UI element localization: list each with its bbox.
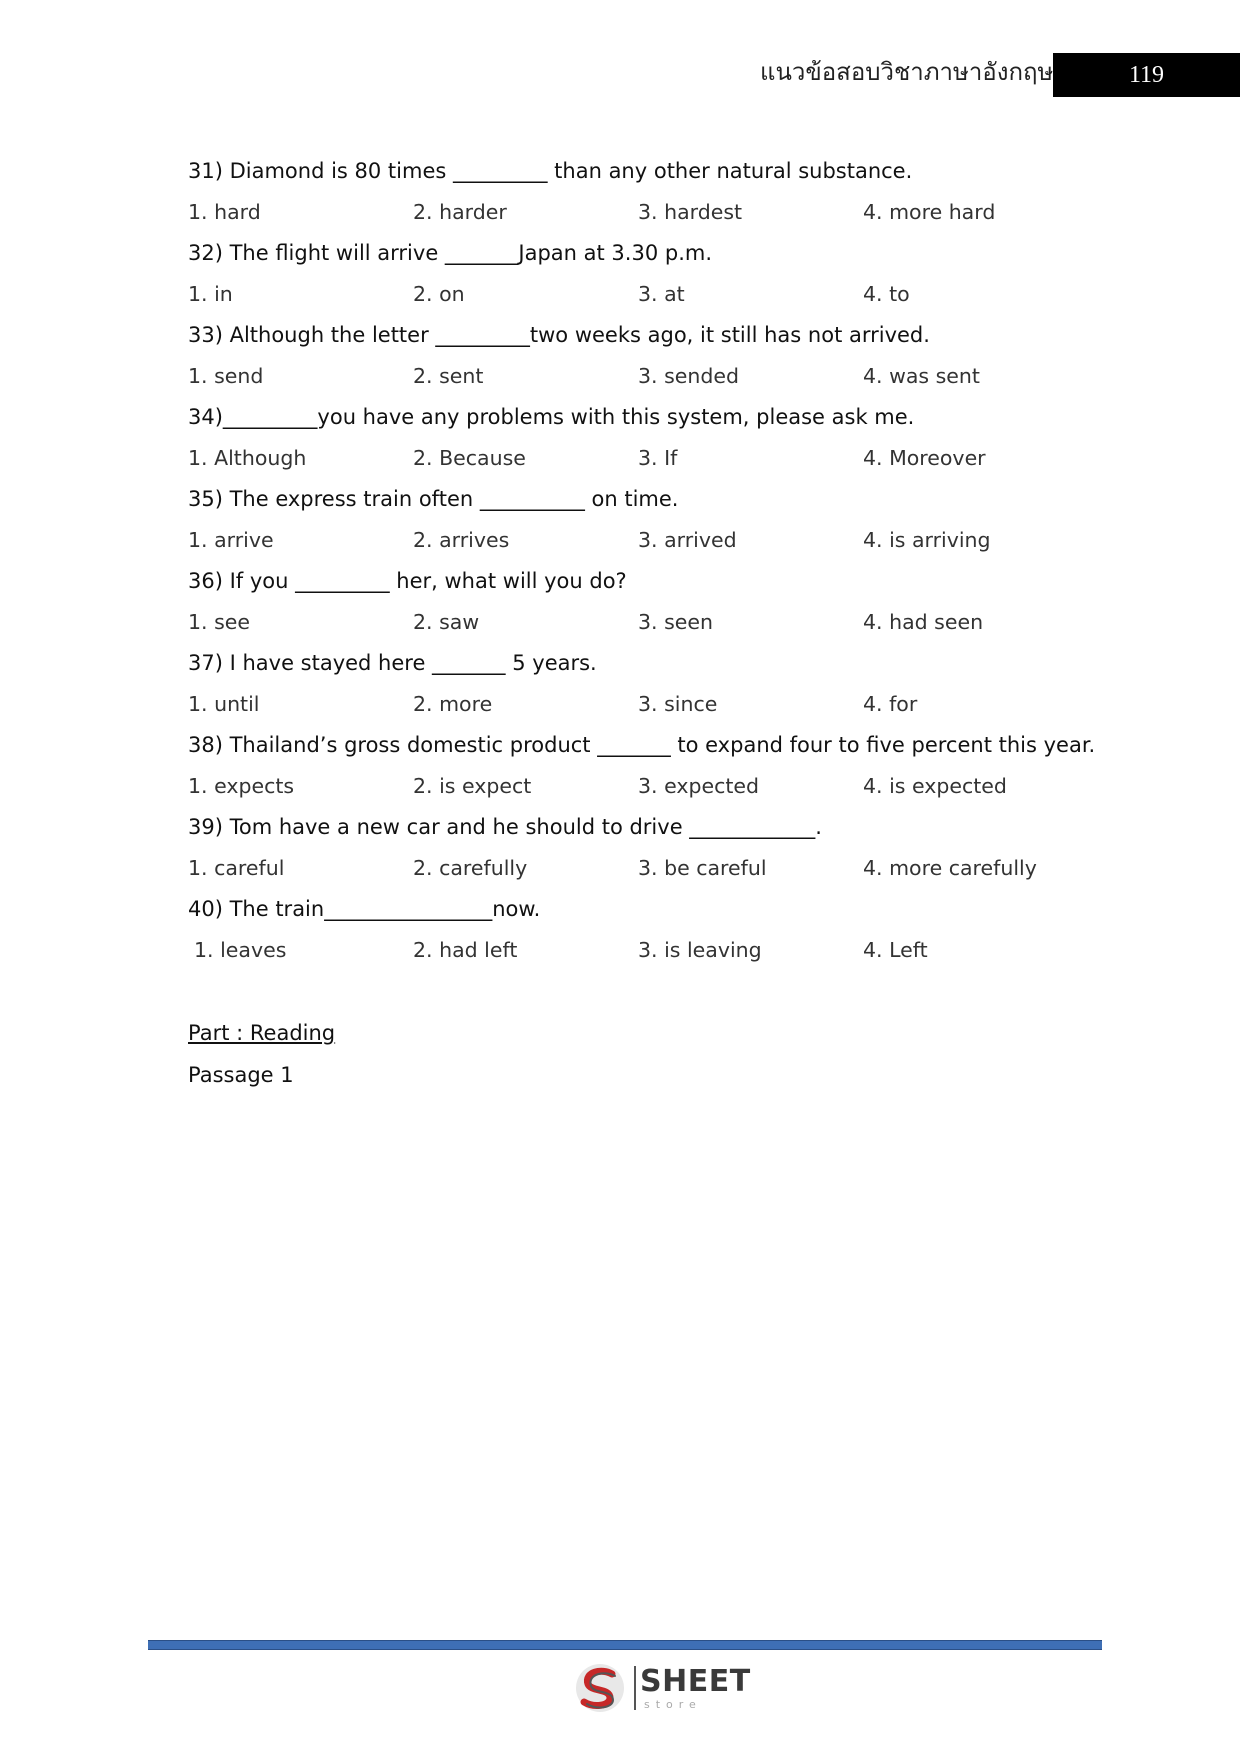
options-row xyxy=(188,930,1088,970)
option: 3. hardest xyxy=(638,200,743,224)
option: 1. expects xyxy=(188,774,295,798)
option: 2. sent xyxy=(413,364,484,388)
question-text: 37) I have stayed here _______ 5 years. xyxy=(188,651,597,675)
option: 2. arrives xyxy=(413,528,510,552)
option: 2. Because xyxy=(413,446,526,470)
question-text: 40) The train________________now. xyxy=(188,897,541,921)
option: 1. careful xyxy=(188,856,285,880)
option: 3. If xyxy=(638,446,678,470)
question-block xyxy=(188,396,1088,478)
option: 3. at xyxy=(638,282,685,306)
exam-content xyxy=(188,150,1096,1096)
option: 2. more xyxy=(413,692,493,716)
options-row xyxy=(188,438,1088,478)
options-row xyxy=(188,274,1088,314)
option: 1. send xyxy=(188,364,264,388)
question-text: 35) The express train often __________ on time. xyxy=(188,487,679,511)
question-text: 31) Diamond is 80 times _________ than any other natural substance. xyxy=(188,159,913,183)
option: 3. expected xyxy=(638,774,760,798)
logo-s-icon xyxy=(572,1660,628,1716)
page-number: 119 xyxy=(1128,61,1165,88)
option: 3. arrived xyxy=(638,528,737,552)
option: 1. until xyxy=(188,692,260,716)
option: 4. for xyxy=(863,692,918,716)
logo-word: SHEET xyxy=(640,1664,751,1699)
question-block xyxy=(188,642,1088,724)
question-text: 38) Thailand’s gross domestic product _______ to expand four to five percent this year. xyxy=(188,733,1096,757)
question-block xyxy=(188,150,1088,232)
option: 1. Although xyxy=(188,446,307,470)
option: 2. is expect xyxy=(413,774,532,798)
option: 4. Moreover xyxy=(863,446,986,470)
option: 1. hard xyxy=(188,200,261,224)
option: 4. Left xyxy=(863,938,928,962)
options-row xyxy=(188,356,1088,396)
passage-title: Passage 1 xyxy=(188,1063,294,1087)
reading-part-title: Part : Reading xyxy=(188,1021,336,1045)
question-block xyxy=(188,560,1088,642)
question-block xyxy=(188,806,1088,888)
option: 3. since xyxy=(638,692,718,716)
option: 4. is expected xyxy=(863,774,1007,798)
option: 2. had left xyxy=(413,938,518,962)
option: 3. is leaving xyxy=(638,938,762,962)
page-number-box xyxy=(1053,53,1240,97)
options-row xyxy=(188,520,1088,560)
logo-divider xyxy=(634,1666,636,1710)
option: 3. be careful xyxy=(638,856,767,880)
option: 1. see xyxy=(188,610,250,634)
question-text: 34)_________you have any problems with this system, please ask me. xyxy=(188,405,915,429)
option: 2. harder xyxy=(413,200,507,224)
question-block xyxy=(188,724,1096,806)
question-text: 33) Although the letter _________two weeks ago, it still has not arrived. xyxy=(188,323,930,347)
question-block xyxy=(188,232,1088,314)
question-text: 39) Tom have a new car and he should to drive ____________. xyxy=(188,815,822,839)
question-text: 36) If you _________ her, what will you do? xyxy=(188,569,627,593)
option: 3. sended xyxy=(638,364,739,388)
header-title: แนวข้อสอบวิชาภาษาอังกฤษ xyxy=(760,58,1054,86)
options-row xyxy=(188,602,1088,642)
logo-subtext: store xyxy=(644,1698,702,1711)
options-row xyxy=(188,192,1088,232)
option: 3. seen xyxy=(638,610,713,634)
option: 4. had seen xyxy=(863,610,984,634)
question-block xyxy=(188,314,1088,396)
question-block xyxy=(188,478,1088,560)
option: 4. was sent xyxy=(863,364,980,388)
option: 4. more carefully xyxy=(863,856,1037,880)
option: 4. to xyxy=(863,282,910,306)
option: 4. more hard xyxy=(863,200,996,224)
option: 2. on xyxy=(413,282,465,306)
footer-divider xyxy=(148,1640,1102,1650)
option: 2. carefully xyxy=(413,856,528,880)
question-text: 32) The flight will arrive _______Japan at 3.30 p.m. xyxy=(188,241,713,265)
options-row xyxy=(188,766,1088,806)
sheet-store-logo xyxy=(572,1660,752,1716)
option: 4. is arriving xyxy=(863,528,991,552)
options-row xyxy=(188,684,1088,724)
option: 1. arrive xyxy=(188,528,274,552)
option: 2. saw xyxy=(413,610,480,634)
question-block xyxy=(188,888,1088,970)
options-row xyxy=(188,848,1088,888)
option: 1. leaves xyxy=(194,938,287,962)
option: 1. in xyxy=(188,282,233,306)
